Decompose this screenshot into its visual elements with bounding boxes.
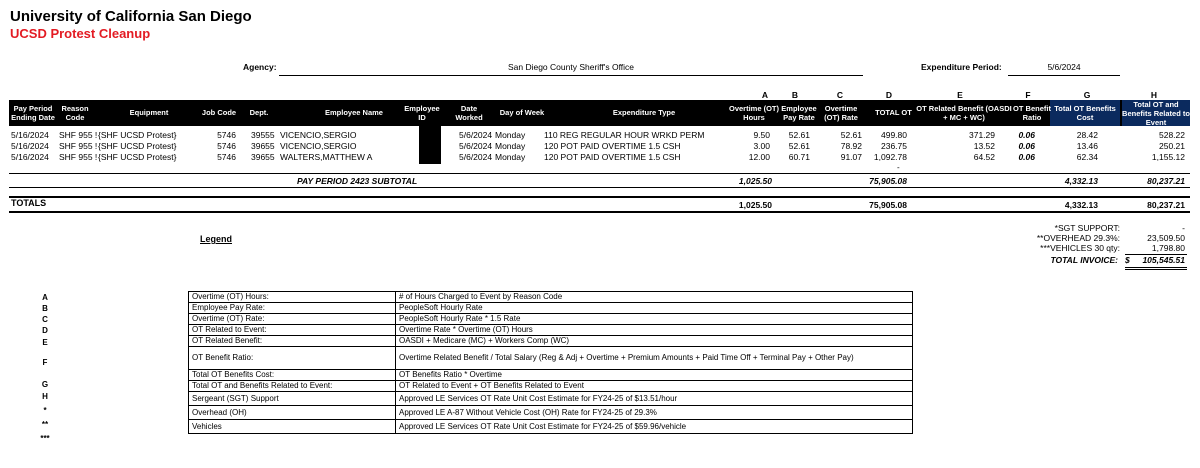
cell-pay-period: 5/16/2024 <box>11 152 49 162</box>
legend-term: Sergeant (SGT) Support <box>189 392 396 406</box>
cell-ratio: 0.06 <box>1018 141 1035 151</box>
subtotal-top-rule <box>9 173 1190 174</box>
cell-dept: 39655 <box>251 141 275 151</box>
cell-cost: 62.34 <box>1076 152 1098 162</box>
table-row <box>0 130 1200 141</box>
header-ot-hours: Overtime (OT) Hours <box>729 104 780 122</box>
legend-key: H <box>42 392 48 401</box>
legend-row <box>189 406 913 420</box>
legend-key: *** <box>40 434 50 443</box>
legend-key: D <box>42 326 48 335</box>
cell-grand: 528.22 <box>1159 130 1185 140</box>
cell-ot-benefit: 371.29 <box>969 130 995 140</box>
invoice-rule-2 <box>1125 269 1187 270</box>
legend-row <box>189 420 913 434</box>
cell-expenditure-type: 120 POT PAID OVERTIME 1.5 CSH <box>544 141 681 151</box>
legend-key: A <box>42 293 48 302</box>
cell-equipment: {SHF UCSD Protest} <box>98 152 177 162</box>
col-letter-c: C <box>836 90 844 100</box>
totals-total-ot: 75,905.08 <box>869 200 907 210</box>
total-invoice-label: TOTAL INVOICE: <box>1050 255 1118 265</box>
legend-term: Overtime (OT) Rate: <box>189 314 396 325</box>
legend-definition: OASDI + Medicare (MC) + Workers Comp (WC) <box>396 336 913 347</box>
table-row <box>0 152 1200 163</box>
legend-row <box>189 392 913 406</box>
header-pay-rate: Employee Pay Rate <box>781 104 817 122</box>
legend-definition: OT Benefits Ratio * Overtime <box>396 370 913 381</box>
subtotal-grand: 80,237.21 <box>1147 176 1185 186</box>
legend-key: ** <box>41 420 49 429</box>
col-letter-e: E <box>957 90 963 100</box>
legend-key: C <box>42 315 48 324</box>
cell-date-worked: 5/6/2024 <box>459 152 493 162</box>
totals-cost: 4,332.13 <box>1064 200 1098 210</box>
cell-expenditure-type: 110 REG REGULAR HOUR WRKD PERM <box>544 130 705 140</box>
agency-label: Agency: <box>243 62 277 72</box>
cell-ot-hours: 3.00 <box>753 141 770 151</box>
legend-row <box>189 381 913 392</box>
cell-pay-period: 5/16/2024 <box>11 141 49 151</box>
totals-grand: 80,237.21 <box>1147 200 1185 210</box>
cell-date-worked: 5/6/2024 <box>459 130 493 140</box>
legend-key: G <box>41 380 49 389</box>
legend-key: E <box>42 338 48 347</box>
cell-expenditure-type: 120 POT PAID OVERTIME 1.5 CSH <box>544 152 681 162</box>
legend-row <box>189 314 913 325</box>
header-reason: Reason Code <box>61 104 89 122</box>
legend-row <box>189 370 913 381</box>
vehicles-label: ***VEHICLES 30 qty: <box>1040 243 1120 253</box>
totals-top-rule <box>9 196 1190 198</box>
cell-employee-name: VICENCIO,SERGIO <box>280 130 357 140</box>
table-row <box>0 141 1200 152</box>
cell-day: Monday <box>495 152 526 162</box>
cell-ot-hours: 12.00 <box>748 152 770 162</box>
legend-term: Overhead (OH) <box>189 406 396 420</box>
header-employee-name: Employee Name <box>325 108 383 117</box>
cell-job-code: 5746 <box>217 152 236 162</box>
agency-underline <box>279 75 863 76</box>
cell-day: Monday <box>495 130 526 140</box>
totals-hours: 1,025.50 <box>738 200 772 210</box>
cell-ot-hours: 9.50 <box>753 130 770 140</box>
cell-job-code: 5746 <box>217 141 236 151</box>
header-total-ot: TOTAL OT <box>875 108 912 117</box>
subtotal-label: PAY PERIOD 2423 SUBTOTAL <box>297 176 418 186</box>
legend-row <box>189 325 913 336</box>
legend-definition: Approved LE A-87 Without Vehicle Cost (OH) Rate for FY24-25 of 29.3% <box>396 406 913 420</box>
cell-cost: 28.42 <box>1076 130 1098 140</box>
cell-date-worked: 5/6/2024 <box>459 141 493 151</box>
header-date-worked: Date Worked <box>455 104 483 122</box>
legend-row <box>189 303 913 314</box>
legend-term: Employee Pay Rate: <box>189 303 396 314</box>
cell-grand: 1,155.12 <box>1151 152 1185 162</box>
cell-reason: SHF 955 ! <box>59 130 98 140</box>
legend-definition: OT Related to Event + OT Benefits Related to Event <box>396 381 913 392</box>
legend-table <box>188 291 913 434</box>
legend-row <box>189 336 913 347</box>
cell-grand: 250.21 <box>1159 141 1185 151</box>
legend-term: OT Related Benefit: <box>189 336 396 347</box>
period-underline <box>1008 75 1120 76</box>
legend-row <box>189 347 913 370</box>
cell-job-code: 5746 <box>217 130 236 140</box>
header-expenditure-type: Expenditure Type <box>612 108 676 117</box>
totals-bottom-rule <box>9 211 1190 213</box>
cell-dept: 39655 <box>251 152 275 162</box>
legend-term: Vehicles <box>189 420 396 434</box>
cell-total-ot: 1,092.78 <box>873 152 907 162</box>
subtotal-hours: 1,025.50 <box>738 176 772 186</box>
table-header <box>9 100 1190 126</box>
cell-dept: 39555 <box>251 130 275 140</box>
legend-term: Overtime (OT) Hours: <box>189 292 396 303</box>
project-title: UCSD Protest Cleanup <box>10 26 151 41</box>
cell-day: Monday <box>495 141 526 151</box>
cell-pay-rate: 60.71 <box>788 152 810 162</box>
overhead-value: 23,509.50 <box>1147 233 1185 243</box>
total-invoice-currency: $ <box>1125 255 1130 265</box>
legend-title: Legend <box>200 234 233 244</box>
header-ot-rate: Overtime (OT) Rate <box>824 104 858 122</box>
header-employee-id: Employee ID <box>404 104 440 122</box>
cell-employee-name: WALTERS,MATTHEW A <box>280 152 373 162</box>
header-day-of-week: Day of Week <box>499 108 545 117</box>
cell-ot-benefit: 64.52 <box>973 152 995 162</box>
cell-pay-rate: 52.61 <box>788 141 810 151</box>
cell-employee-name: VICENCIO,SERGIO <box>280 141 357 151</box>
subtotal-bottom-rule <box>9 187 1190 188</box>
invoice-rule-1 <box>1125 267 1187 268</box>
university-title: University of California San Diego <box>10 8 252 25</box>
vehicles-value: 1,798.80 <box>1151 243 1185 253</box>
cell-equipment: {SHF UCSD Protest} <box>98 141 177 151</box>
legend-term: OT Related to Event: <box>189 325 396 336</box>
legend-definition: Approved LE Services OT Rate Unit Cost Estimate for FY24-25 of $13.51/hour <box>396 392 913 406</box>
header-job-code: Job Code <box>201 108 237 117</box>
cell-ratio: 0.06 <box>1018 152 1035 162</box>
col-letter-b: B <box>791 90 799 100</box>
cell-ot-rate: 78.92 <box>840 141 862 151</box>
cell-ot-rate: 91.07 <box>840 152 862 162</box>
legend-term: Total OT Benefits Cost: <box>189 370 396 381</box>
sgt-support-label: *SGT SUPPORT: <box>1054 223 1120 233</box>
header-ot-benefit-ratio: OT Benefit Ratio <box>1013 104 1051 122</box>
legend-definition: Overtime Rate * Overtime (OT) Hours <box>396 325 913 336</box>
header-ot-benefit: OT Related Benefit (OASDI + MC + WC) <box>916 104 1012 122</box>
legend-key: * <box>43 406 47 415</box>
subtotal-total-ot: 75,905.08 <box>869 176 907 186</box>
header-dept: Dept. <box>249 108 269 117</box>
cell-ot-rate: 52.61 <box>840 130 862 140</box>
header-total-ot-benefits-cost: Total OT Benefits Cost <box>1054 104 1116 122</box>
legend-row <box>189 292 913 303</box>
cell-reason: SHF 955 ! <box>59 152 98 162</box>
header-total-ot-and-benefits: Total OT and Benefits Related to Event <box>1122 100 1190 127</box>
overhead-label: **OVERHEAD 29.3%: <box>1036 233 1120 243</box>
totals-label: TOTALS <box>11 198 47 208</box>
legend-definition: PeopleSoft Hourly Rate * 1.5 Rate <box>396 314 913 325</box>
subtotal-cost: 4,332.13 <box>1064 176 1098 186</box>
period-label: Expenditure Period: <box>921 62 1002 72</box>
cell-reason: SHF 955 ! <box>59 141 98 151</box>
cell-equipment: {SHF UCSD Protest} <box>98 130 177 140</box>
legend-key: B <box>42 304 48 313</box>
header-pay-period: Pay Period Ending Date <box>11 104 55 122</box>
cell-total-ot: 499.80 <box>881 130 907 140</box>
legend-definition: PeopleSoft Hourly Rate <box>396 303 913 314</box>
legend-definition: Overtime Related Benefit / Total Salary (Reg & Adj + Overtime + Premium Amounts + Paid Time Off + Terminal Pay + Other Pay) <box>396 347 913 370</box>
agency-value: San Diego County Sheriff's Office <box>507 62 635 72</box>
col-letter-f: F <box>1025 90 1031 100</box>
legend-key: F <box>42 358 48 367</box>
sgt-support-value: - <box>1182 223 1185 233</box>
col-letter-h: H <box>1150 90 1158 100</box>
cell-ot-benefit: 13.52 <box>973 141 995 151</box>
total-invoice-value: 105,545.51 <box>1142 255 1185 265</box>
legend-term: OT Benefit Ratio: <box>189 347 396 370</box>
header-equipment: Equipment <box>129 108 169 117</box>
col-letter-g: G <box>1083 90 1091 100</box>
period-value: 5/6/2024 <box>1047 62 1081 72</box>
total-ot-dash: - <box>897 163 900 172</box>
col-letter-a: A <box>761 90 769 100</box>
cell-total-ot: 236.75 <box>881 141 907 151</box>
col-letter-d: D <box>885 90 893 100</box>
cell-cost: 13.46 <box>1076 141 1098 151</box>
cell-pay-period: 5/16/2024 <box>11 130 49 140</box>
cell-ratio: 0.06 <box>1018 130 1035 140</box>
legend-definition: # of Hours Charged to Event by Reason Code <box>396 292 913 303</box>
legend-definition: Approved LE Services OT Rate Unit Cost Estimate for FY24-25 of $59.96/vehicle <box>396 420 913 434</box>
cell-pay-rate: 52.61 <box>788 130 810 140</box>
legend-term: Total OT and Benefits Related to Event: <box>189 381 396 392</box>
